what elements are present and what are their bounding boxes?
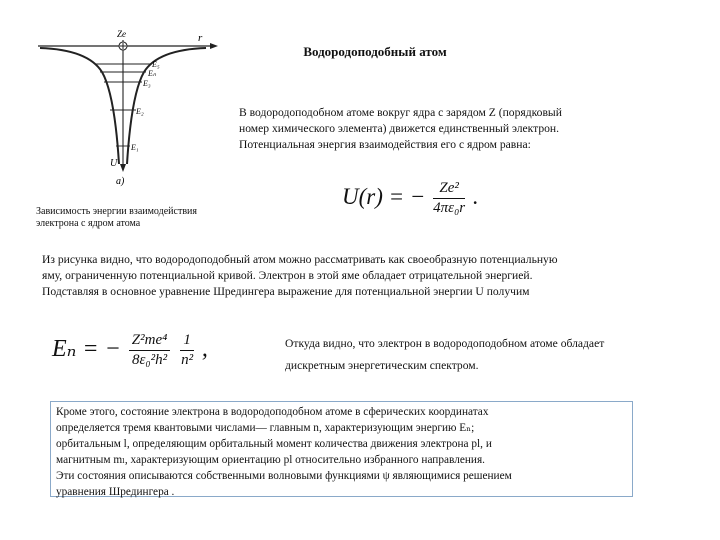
axis-u-label: U	[110, 158, 118, 169]
figure-sublabel: а)	[116, 176, 125, 187]
formula-u-lhs: U(r) = −	[342, 183, 426, 209]
level-label-2: E₂	[136, 107, 144, 116]
box-line-2: определяется тремя квантовыми числами— главным n, характеризующим энергию Eₙ;	[56, 422, 475, 434]
formula-u-tail: .	[472, 183, 479, 209]
intro-line-2: номер химического элемента) движется единственный электрон.	[239, 122, 560, 135]
level-label-n: Eₙ	[148, 69, 157, 78]
box-line-5: Эти состояния описываются собственными волновыми функциями ψ являющимися решением	[56, 470, 512, 482]
energy-levels-formula	[52, 332, 208, 369]
formula-e-numerator-1: Z²me⁴	[129, 332, 171, 351]
formula-e-tail: ,	[201, 336, 208, 363]
level-label-1: E₁	[131, 143, 139, 152]
box-line-1: Кроме этого, состояние электрона в водородоподобном атоме в сферических координатах	[56, 406, 489, 418]
box-paragraph	[56, 404, 627, 500]
formula-e-fraction-2	[180, 332, 194, 369]
axis-top-label: Ze	[117, 29, 126, 39]
formula-u-denominator: 4πε₀r	[433, 200, 466, 216]
body-line-1: Из рисунка видно, что водородоподобный атом можно рассматривать как своеобразную потенциальную	[42, 253, 558, 266]
intro-line-1: В водородоподобном атоме вокруг ядра с зарядом Z (порядковый	[239, 106, 562, 119]
conclusion-line-1: Откуда видно, что электрон в водородоподобном атоме обладает	[285, 337, 605, 350]
conclusion-paragraph	[285, 333, 604, 377]
formula-u-fraction	[433, 180, 465, 217]
body-line-2: яму, ограниченную потенциальной кривой. Электрон в этой яме обладает отрицательной энергией.	[42, 269, 533, 282]
figure-caption	[36, 206, 197, 230]
formula-e-lhs: Eₙ = −	[52, 336, 121, 363]
body-line-3: Подставляя в основное уравнение Шредингера выражение для потенциальной энергии U получим	[42, 285, 530, 298]
axis-r-label: r	[198, 32, 203, 44]
r-axis-arrow	[210, 43, 218, 49]
box-line-6: уравнения Шредингера .	[56, 486, 175, 498]
conclusion-line-2: дискретным энергетическим спектром.	[285, 359, 479, 372]
level-label-5: E₅	[152, 60, 160, 69]
formula-e-numerator-2: 1	[180, 332, 194, 351]
quantum-numbers-box	[50, 401, 633, 497]
level-label-3: E₃	[143, 79, 151, 88]
box-line-4: магнитным mₗ, характеризующим ориентацию pl относительно избранного направления.	[56, 454, 485, 466]
potential-well-figure	[30, 26, 230, 196]
figure-caption-line-1: Зависимость энергии взаимодействия	[36, 206, 198, 217]
formula-u-numerator: Ze²	[433, 180, 465, 199]
potential-energy-formula	[342, 180, 479, 217]
intro-line-3: Потенциальная энергия взаимодействия его с ядром равна:	[239, 138, 531, 151]
u-axis-arrow	[120, 164, 126, 172]
formula-e-denominator-2: n²	[181, 352, 194, 368]
formula-e-denominator-1: 8ε₀²h²	[131, 352, 168, 368]
formula-e-fraction-1	[129, 332, 171, 369]
page-title: Водородоподобный атом	[303, 44, 447, 59]
figure-caption-line-2: электрона с ядром атома	[36, 218, 141, 229]
body-paragraph	[42, 252, 558, 300]
intro-paragraph	[239, 105, 562, 153]
box-line-3: орбитальным l, определяющим орбитальный момент количества движения электрона pl, и	[56, 438, 492, 450]
